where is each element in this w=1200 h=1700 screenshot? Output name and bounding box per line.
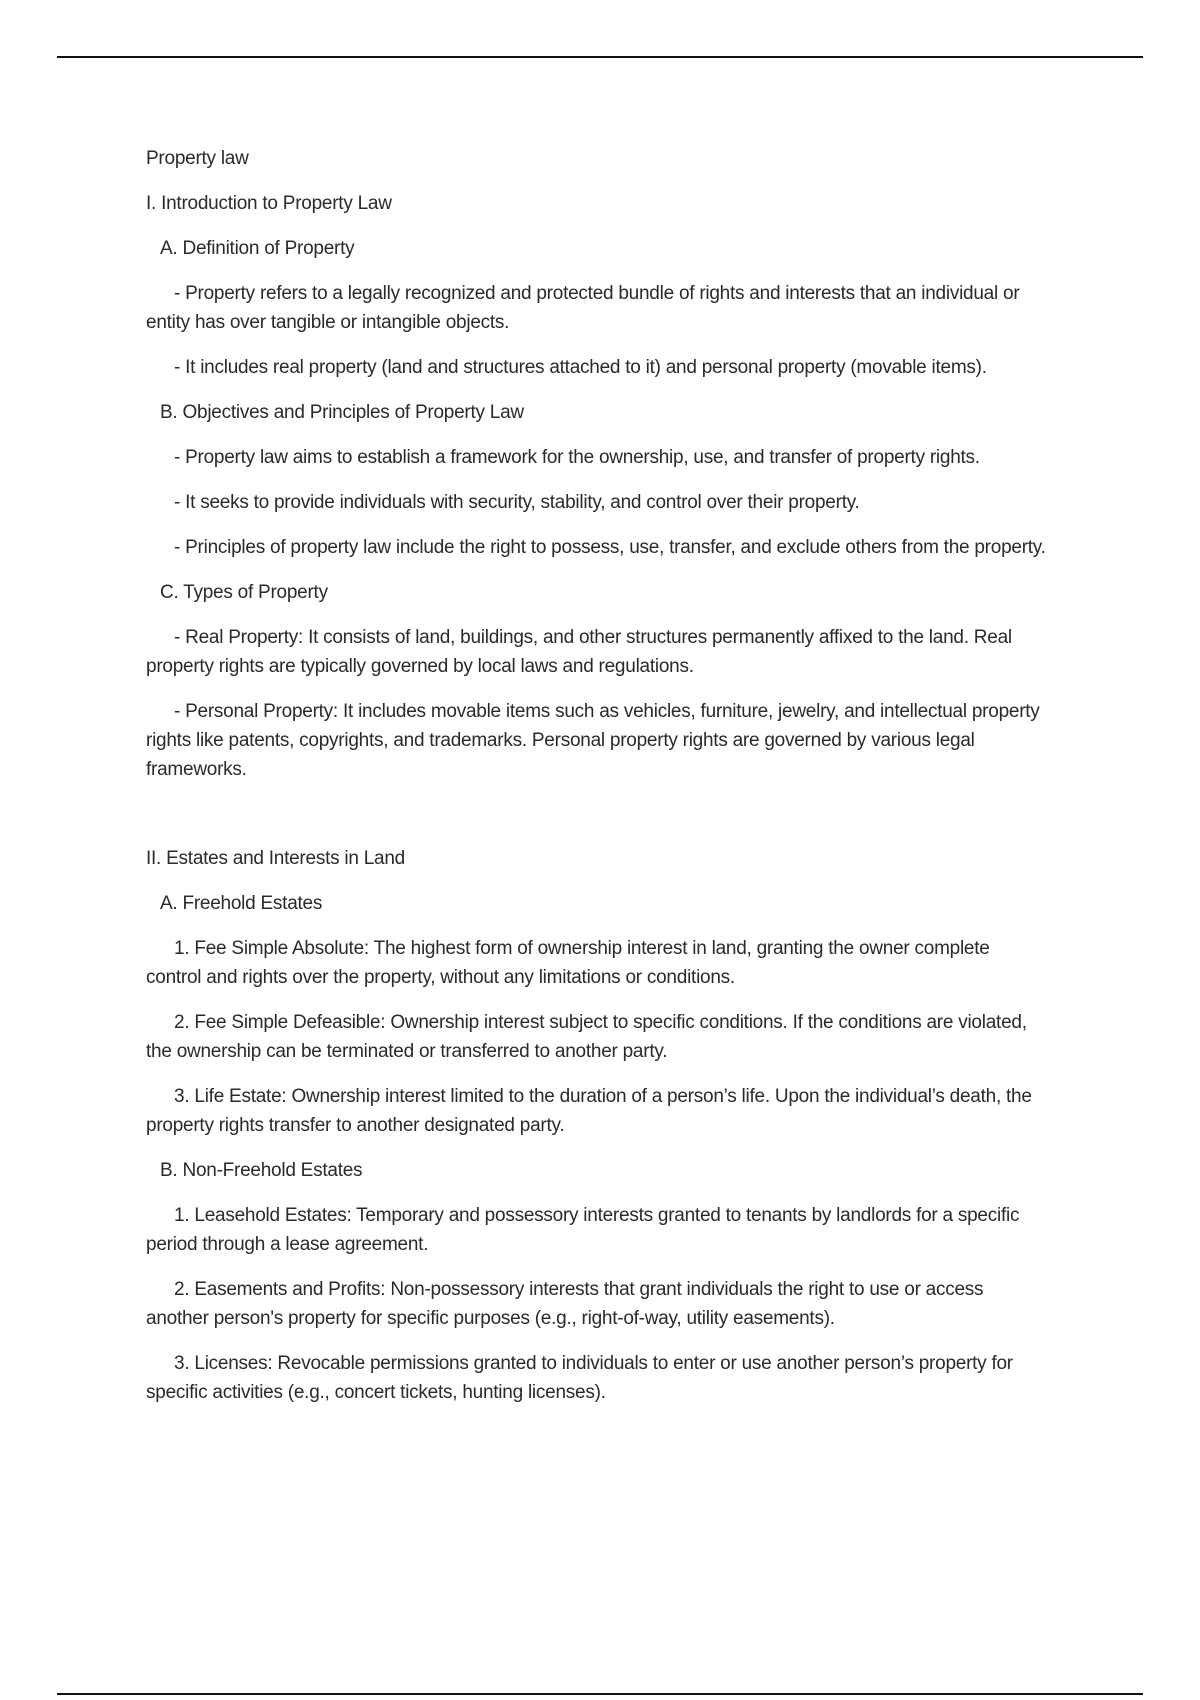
subsection-heading: A. Definition of Property <box>160 238 355 259</box>
paragraph: - Personal Property: It includes movable items such as vehicles, furniture, jewelry, and intellectual property rights like patents, copyrights, and trademarks. Personal property rights are governed by various legal frameworks. <box>146 701 1040 780</box>
paragraph: - Real Property: It consists of land, buildings, and other structures permanently affixed to the land. Real property rights are typically governed by local laws and regulations. <box>146 627 1012 677</box>
subsection-heading: B. Objectives and Principles of Property Law <box>160 402 524 423</box>
paragraph: 1. Fee Simple Absolute: The highest form of ownership interest in land, granting the owner complete control and rights over the property, without any limitations or conditions. <box>146 938 990 988</box>
header-rule <box>57 56 1143 58</box>
paragraph: 3. Life Estate: Ownership interest limited to the duration of a person’s life. Upon the individual’s death, the property rights transfer to another designated party. <box>146 1086 1032 1136</box>
footer-rule <box>57 1693 1143 1695</box>
section-spacer <box>146 800 1046 844</box>
paragraph: 2. Easements and Profits: Non-possessory interests that grant individuals the right to use or access another person's property for specific purposes (e.g., right-of-way, utility easements). <box>146 1279 984 1329</box>
paragraph: 2. Fee Simple Defeasible: Ownership interest subject to specific conditions. If the conditions are violated, the ownership can be terminated or transferred to another party. <box>146 1012 1027 1062</box>
paragraph: - Property refers to a legally recognized and protected bundle of rights and interests that an individual or entity has over tangible or intangible objects. <box>146 283 1020 333</box>
section-heading: II. Estates and Interests in Land <box>146 848 405 869</box>
subsection-heading: B. Non-Freehold Estates <box>160 1160 363 1181</box>
subsection-heading: A. Freehold Estates <box>160 893 323 914</box>
document-body <box>146 144 1046 1423</box>
paragraph: - It seeks to provide individuals with security, stability, and control over their property. <box>174 492 860 513</box>
paragraph: 1. Leasehold Estates: Temporary and possessory interests granted to tenants by landlords for a specific period through a lease agreement. <box>146 1205 1020 1255</box>
section-heading: I. Introduction to Property Law <box>146 193 392 214</box>
document-title: Property law <box>146 148 249 169</box>
paragraph: - Principles of property law include the right to possess, use, transfer, and exclude others from the property. <box>174 537 1046 558</box>
subsection-heading: C. Types of Property <box>160 582 328 603</box>
paragraph: 3. Licenses: Revocable permissions granted to individuals to enter or use another person’s property for specific activities (e.g., concert tickets, hunting licenses). <box>146 1353 1013 1403</box>
paragraph: - Property law aims to establish a framework for the ownership, use, and transfer of property rights. <box>174 447 980 468</box>
paragraph: - It includes real property (land and structures attached to it) and personal property (movable items). <box>174 357 987 378</box>
